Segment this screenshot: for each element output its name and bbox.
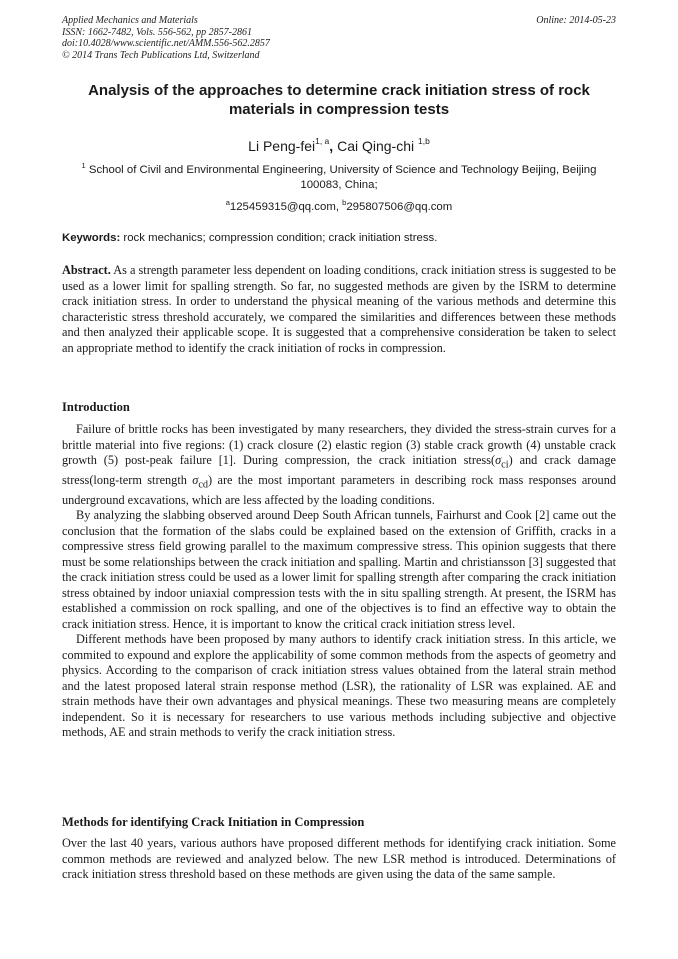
keywords (62, 231, 616, 246)
introduction-body (62, 422, 616, 741)
affiliation-text: School of Civil and Environmental Engineering, University of Science and Technology Beijing, Beijing 100083, China; (85, 164, 597, 191)
section-heading: Introduction (62, 400, 130, 414)
copyright-line: © 2014 Trans Tech Publications Ltd, Switzerland (62, 49, 260, 61)
paragraph-text: ) and crack damage stress(long-term strength (62, 453, 616, 487)
issn-line: ISSN: 1662-7482, Vols. 556-562, pp 2857-2861 (62, 26, 252, 38)
online-date: Online: 2014-05-23 (536, 15, 616, 26)
doi-line: doi:10.4028/www.scientific.net/AMM.556-562.2857 (62, 38, 270, 50)
author-list (62, 132, 616, 155)
paper-title: Analysis of the approaches to determine crack initiation stress of rock materials in compression tests (88, 82, 590, 118)
keywords-label: Keywords: (62, 232, 121, 244)
sigma-symbol: σ (192, 472, 199, 487)
sigma-symbol: σ (495, 453, 502, 467)
email-link[interactable]: 125459315@qq.com, (229, 201, 343, 213)
subscript: cd (198, 479, 209, 491)
abstract-label: Abstract. (62, 263, 111, 277)
email-mark: a (225, 198, 230, 207)
email-link[interactable]: 295807506@qq.com (346, 201, 453, 213)
affiliation (74, 158, 604, 193)
journal-header (62, 15, 616, 61)
paragraph: Different methods have been proposed by many authors to identify crack initiation stress. In this article, we commited to expound and explore the applicability of some common methods from the aspects of geometry and physics. According to the comparison of crack initiation stress values obtained from the lateral strain method and the latest proposed lateral strain response method (LSR), the rationality of LSR was explained. AE and strain methods have their own advantages and physical meanings. These two measuring means are completely independent. So it is necessary for researchers to use various methods including subjective and objective methods, AE and strain methods to verify the crack initiation stress. (62, 632, 616, 740)
paragraph (62, 422, 616, 508)
keywords-text: rock mechanics; compression condition; crack initiation stress. (120, 232, 438, 244)
author-name: Li Peng-fei (248, 138, 316, 154)
author-affiliation-mark: 1, a (315, 136, 330, 146)
subscript: ci (501, 459, 509, 471)
author-emails (62, 195, 616, 215)
abstract (62, 263, 616, 356)
paragraph: Over the last 40 years, various authors have proposed different methods for identifying crack initiation. Some common methods are reviewed and analyzed below. The new LSR method is introduced. Determinations of crack initiation stress threshold based on these methods are given using the data of the same sample. (62, 836, 616, 881)
affiliation-mark: 1 (81, 161, 86, 170)
author-name: Cai Qing-chi (333, 138, 418, 154)
journal-name: Applied Mechanics and Materials (62, 15, 198, 26)
methods-body (62, 836, 616, 883)
author-separator: , (329, 138, 334, 154)
abstract-text: As a strength parameter less dependent on loading conditions, crack initiation stress is suggested to be used as a lower limit for spalling strength. So far, no suggested methods are given by the ISRM to determine crack initiation stress. In order to understand the physical meaning of the various methods and determine this characteristic stress threshold accurately, we compared the similarities and differences between these methods and then analyzed their applicable scope. It is suggested that a comprehensive consideration be taken to select an appropriate method to identify the crack initiation of rocks in compression. (62, 263, 616, 355)
paragraph-text: Failure of brittle rocks has been investigated by many researchers, they divided the stress-strain curves for a brittle material into five regions: (1) crack closure (2) elastic region (3) stable crack growth (4) unstable crack growth (5) post-peak failure [1]. During compression, the crack initiation stress( (62, 422, 616, 467)
section-heading: Methods for identifying Crack Initiation in Compression (62, 815, 365, 829)
paragraph: By analyzing the slabbing observed around Deep South African tunnels, Fairhurst and Cook [2] came out the conclusion that the formation of the slabs could be explained based on the extension of Griffith, cracks in a compressive stress field growing parallel to the maximum compressive stress. This opinion suggests that there must be some relationships between the crack initiation and spalling. Martin and christiansson [3] suggested that the crack initiation stress could be used as a lower limit for spalling strength after comparing the crack initiation stress obtained by indoor uniaxial compression tests with the in situ spalling strength. At present, the ISRM has established a commission on rock spalling, and one of the objectives is to find an effective way to obtain the crack initiation stress. Hence, it is important to know the critical crack initiation stress level. (62, 508, 616, 631)
email-mark: b (342, 198, 347, 207)
paragraph-text: ) are the most important parameters in describing rock mass responses around underground excavations, which are less affected by the loading conditions. (62, 472, 616, 507)
author-affiliation-mark: 1,b (418, 136, 430, 146)
